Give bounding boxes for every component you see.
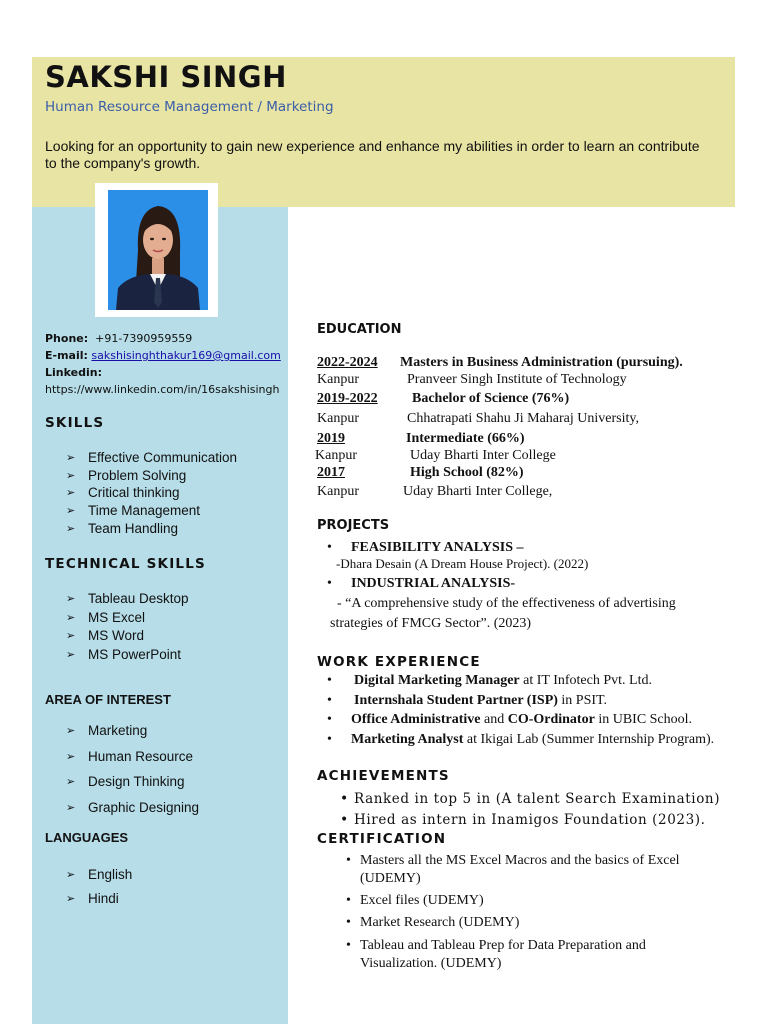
list-item	[317, 691, 714, 711]
list-item: ➢ English	[66, 863, 132, 887]
list-item	[336, 914, 680, 932]
list-item: ➢ MS Word	[66, 627, 189, 646]
cert-line: • Tableau and Tableau Prep for Data Preparation and	[360, 938, 646, 953]
list-item: ➢ Team Handling	[66, 520, 237, 538]
cert-line: • Masters all the MS Excel Macros and the basics of Excel	[360, 853, 680, 868]
linkedin-url[interactable]: https://www.linkedin.com/in/16sakshisingh	[45, 383, 280, 396]
project-detail: - “A comprehensive study of the effectiveness of advertising	[337, 596, 676, 611]
education-city: Kanpur	[317, 484, 359, 499]
certification-list	[336, 852, 680, 973]
education-degree: Masters in Business Administration (pursuing).	[400, 355, 683, 370]
languages-list	[66, 863, 132, 911]
projects-list	[317, 575, 515, 592]
list-item: ➢ Human Resource	[66, 744, 199, 770]
work-role: CO-Ordinator	[507, 712, 595, 728]
skills-list	[66, 449, 237, 538]
project-detail: strategies of FMCG Sector”. (2023)	[330, 616, 532, 631]
list-item: ➢ Time Management	[66, 502, 237, 520]
work-detail: at Ikigai Lab (Summer Internship Program).	[463, 732, 715, 748]
list-item	[317, 710, 714, 730]
work-list	[317, 671, 714, 750]
work-detail: at IT Infotech Pvt. Ltd.	[519, 673, 652, 688]
education-year: 2019	[317, 431, 345, 446]
achievements-heading: ACHIEVEMENTS	[317, 768, 450, 784]
list-item: ➢ Effective Communication	[66, 449, 237, 467]
work-role: Digital Marketing Manager	[354, 673, 520, 688]
education-degree: Bachelor of Science (76%)	[412, 391, 570, 406]
list-item	[336, 892, 680, 910]
education-year: 2022-2024	[317, 355, 378, 370]
list-item: • Hired as intern in Inamigos Foundation (2023).	[330, 810, 720, 831]
cert-line: Visualization. (UDEMY)	[360, 956, 502, 971]
list-item: ➢ MS Excel	[66, 609, 189, 628]
technical-skills-heading: TECHNICAL SKILLS	[45, 556, 206, 572]
project-name: INDUSTRIAL ANALYSIS-	[351, 576, 516, 591]
profile-photo	[108, 190, 208, 310]
skills-heading: SKILLS	[45, 415, 105, 431]
projects-list	[317, 539, 523, 556]
list-item	[317, 671, 714, 691]
list-item	[317, 575, 515, 592]
list-item: ➢ Design Thinking	[66, 769, 199, 795]
phone-label: Phone:	[45, 332, 89, 345]
list-item: ➢ Critical thinking	[66, 484, 237, 502]
list-item	[336, 852, 680, 888]
work-detail: and	[480, 712, 508, 728]
education-entry	[317, 431, 345, 447]
projects-heading: PROJECTS	[317, 518, 390, 533]
phone-value: +91-7390959559	[95, 332, 193, 345]
list-item: ➢ Hindi	[66, 887, 132, 911]
email-link[interactable]: sakshisinghthakur169@gmail.com	[91, 349, 281, 362]
education-school: Uday Bharti Inter College,	[403, 484, 553, 499]
work-role: Internshala Student Partner (ISP)	[354, 692, 558, 708]
linkedin-label: Linkedin:	[45, 366, 102, 379]
education-entry	[317, 355, 378, 371]
work-detail: in UBIC School.	[594, 712, 693, 728]
education-degree: Intermediate (66%)	[406, 431, 525, 446]
education-year: 2017	[317, 465, 345, 480]
project-name: FEASIBILITY ANALYSIS –	[351, 540, 524, 555]
work-role: Marketing Analyst	[351, 732, 464, 748]
list-item	[317, 730, 714, 750]
interests-list	[66, 718, 199, 820]
project-detail: -Dhara Desain (A Dream House Project). (2022)	[336, 556, 589, 571]
candidate-name: SAKSHI SINGH	[45, 60, 287, 94]
cert-line: (UDEMY)	[360, 871, 421, 886]
education-school: Uday Bharti Inter College	[410, 448, 556, 463]
education-degree: High School (82%)	[410, 465, 524, 480]
education-city: Kanpur	[317, 372, 359, 387]
list-item: ➢ Tableau Desktop	[66, 590, 189, 609]
education-city: Kanpur	[317, 411, 359, 426]
work-detail: in PSIT.	[557, 692, 608, 708]
education-heading: EDUCATION	[317, 322, 402, 337]
list-item	[336, 937, 680, 973]
list-item: ➢ Graphic Designing	[66, 795, 199, 821]
technical-skills-list	[66, 590, 189, 664]
education-school: Pranveer Singh Institute of Technology	[407, 372, 627, 387]
person-portrait-icon	[108, 190, 208, 310]
languages-heading: LANGUAGES	[45, 830, 129, 845]
achievements-list	[330, 789, 720, 831]
list-item: ➢ Problem Solving	[66, 467, 237, 485]
education-entry	[317, 391, 378, 407]
list-item: ➢ Marketing	[66, 718, 199, 744]
cert-line: • Market Research (UDEMY)	[360, 915, 520, 930]
work-experience-heading: WORK EXPERIENCE	[317, 654, 481, 670]
list-item: • Ranked in top 5 in (A talent Search Examination)	[330, 789, 720, 810]
interests-heading: AREA OF INTEREST	[45, 692, 171, 707]
cert-line: • Excel files (UDEMY)	[360, 893, 484, 908]
list-item: ➢ MS PowerPoint	[66, 646, 189, 665]
candidate-role: Human Resource Management / Marketing	[45, 99, 334, 115]
education-school: Chhatrapati Shahu Ji Maharaj University,	[407, 411, 639, 426]
education-entry	[317, 465, 345, 481]
contact-block	[45, 330, 281, 398]
career-objective: Looking for an opportunity to gain new experience and enhance my abilities in order to learn an contribute to the company's growth.	[45, 138, 700, 171]
education-city: Kanpur	[315, 448, 357, 463]
work-role: Office Administrative	[351, 712, 481, 728]
certification-heading: CERTIFICATION	[317, 831, 447, 847]
education-year: 2019-2022	[317, 391, 378, 406]
email-label: E-mail:	[45, 349, 88, 362]
list-item	[317, 539, 523, 556]
